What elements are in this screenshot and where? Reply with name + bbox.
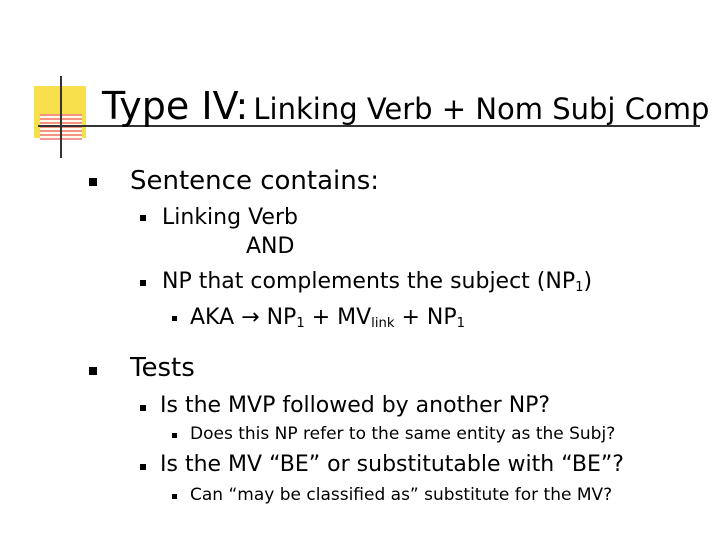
bullet-icon (140, 215, 146, 221)
arrow-icon: → (241, 305, 260, 330)
bullet-icon (89, 367, 97, 375)
bullet-icon (89, 178, 97, 186)
bullet-icon (140, 280, 146, 286)
bullet-linking-verb: Linking Verb (162, 205, 298, 230)
bullet-icon (140, 405, 146, 411)
bullet-np-complement: NP that complements the subject $(NP_1)$ (162, 269, 593, 295)
bullet-aka: AKA → $NP_1 + MV_{link} + NP_1$ (190, 305, 466, 331)
title-subtitle: Linking Verb + Nom Subj Comp (253, 92, 710, 126)
bullet-icon (172, 433, 177, 438)
and-text: AND (246, 234, 295, 259)
bullet-tests: Tests (130, 353, 195, 383)
bullet-sentence-contains: Sentence contains: (130, 166, 380, 196)
bullet-same-entity: Does this NP refer to the same entity as the Subj? (190, 424, 616, 444)
slide-title (102, 84, 709, 128)
bullet-classified: Can “may be classified as” substitute for the MV? (190, 485, 613, 505)
bullet-icon (172, 316, 177, 321)
bullet-be-question: Is the MV “BE” or substitutable with “BE”? (160, 452, 624, 477)
bullet-mvp-question: Is the MVP followed by another NP? (160, 393, 551, 418)
bullet-icon (140, 464, 146, 470)
title-main: Type IV: (102, 84, 249, 128)
bullet-icon (172, 494, 177, 499)
decorative-vertical-line (60, 76, 62, 158)
